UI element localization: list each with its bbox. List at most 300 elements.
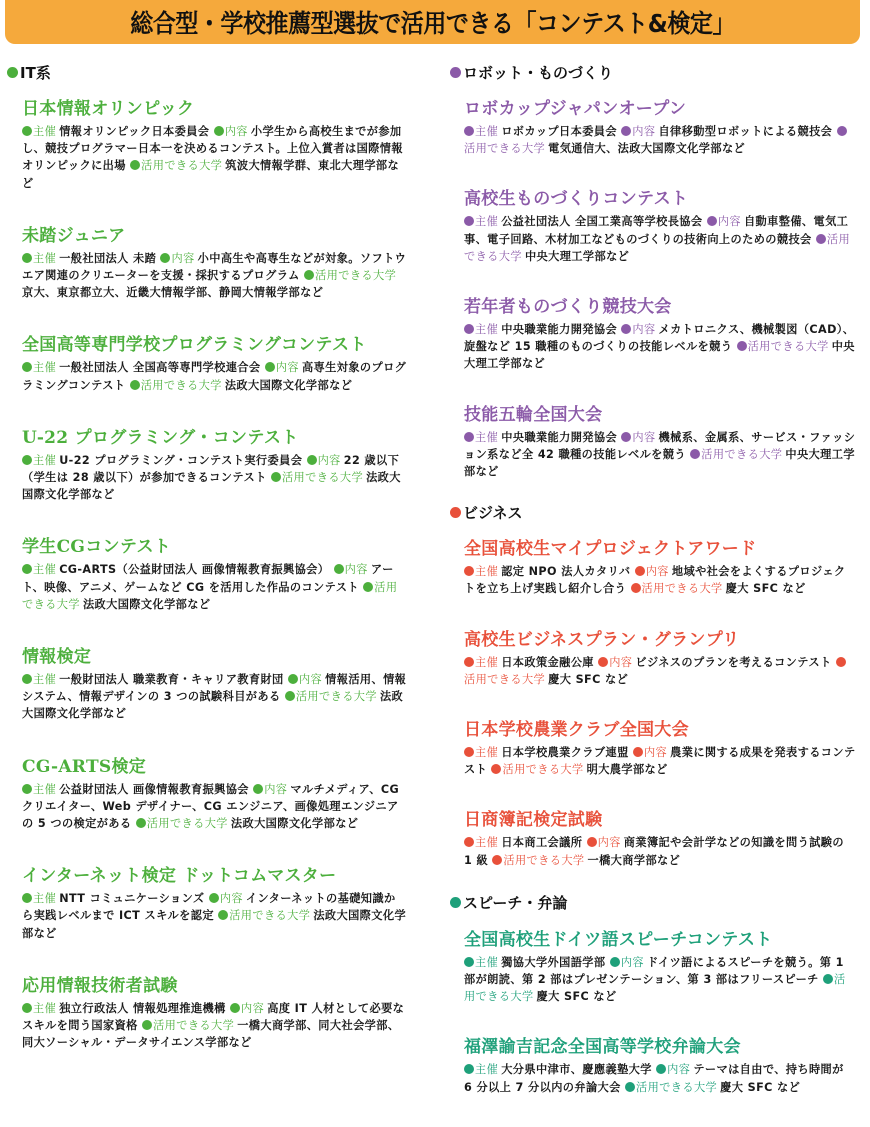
contest-description	[22, 452, 407, 504]
contest-title: 技能五輪全国大会	[464, 404, 603, 425]
universities-value: 明大農学部など	[586, 763, 668, 777]
bullet-dot-icon	[288, 674, 298, 684]
content-tag-label: 内容	[171, 251, 195, 265]
contest-description	[22, 1000, 407, 1052]
organizer-value: 認定 NPO 法人カタリバ	[501, 565, 635, 579]
universities-tag-label: 活用できる大学	[153, 1019, 235, 1033]
organizer-value: 日本政策金融公庫	[501, 655, 599, 669]
content-value: 高度 IT 人材として必要なスキルを問う国家資格	[22, 1001, 405, 1033]
content-tag-label: 内容	[344, 563, 368, 577]
universities-value: 電気通信大、法政大国際文化学部など	[548, 142, 746, 156]
bullet-dot-icon	[218, 910, 228, 920]
universities-tag	[625, 1081, 717, 1094]
universities-tag-label: 活用できる大学	[701, 447, 783, 461]
content-tag	[635, 565, 669, 578]
content-tag-label: 内容	[667, 1063, 691, 1077]
universities-tag	[285, 690, 377, 703]
universities-value: 法政大国際文化学部など	[22, 690, 404, 721]
bullet-dot-icon	[633, 747, 643, 757]
contest-description	[22, 123, 407, 192]
organizer-tag	[22, 673, 56, 686]
bullet-dot-icon	[22, 893, 32, 903]
organizer-tag-label: 主催	[33, 782, 57, 796]
organizer-tag-label: 主催	[475, 430, 499, 444]
contest-description	[464, 744, 856, 778]
contest-item	[7, 646, 427, 723]
contest-item	[450, 929, 860, 1006]
universities-tag-label: 活用できる大学	[464, 672, 546, 686]
bullet-dot-icon	[621, 432, 631, 442]
section-heading	[450, 891, 860, 915]
universities-tag-label: 活用できる大学	[464, 232, 851, 263]
contest-description	[22, 890, 407, 942]
organizer-value: 一般社団法人 全国高等専門学校連合会	[59, 361, 265, 375]
contest-item	[7, 225, 427, 302]
contest-title: CG-ARTS検定	[22, 756, 147, 777]
organizer-tag	[22, 252, 56, 265]
contest-item	[7, 975, 427, 1052]
contest-description	[22, 781, 407, 833]
organizer-tag-label: 主催	[475, 655, 499, 669]
contest-title: 日本学校農業クラブ全国大会	[464, 720, 689, 741]
bullet-dot-icon	[22, 1003, 32, 1013]
section-heading	[450, 60, 860, 84]
contest-description	[464, 1061, 856, 1095]
section-heading-label: ビジネス	[463, 503, 523, 522]
universities-value: 法政大国際文化学部など	[22, 909, 407, 940]
left-column	[7, 60, 427, 1084]
organizer-tag-label: 主催	[475, 1063, 499, 1077]
organizer-value: 中央職業能力開発協会	[501, 323, 622, 337]
content-tag	[230, 1002, 264, 1015]
organizer-tag	[22, 1002, 56, 1015]
bullet-dot-icon	[22, 126, 32, 136]
section-robot	[450, 60, 860, 480]
bullet-dot-icon	[464, 957, 474, 967]
organizer-tag-label: 主催	[33, 1001, 57, 1015]
organizer-value: 公益社団法人 全国工業高等学校長協会	[501, 215, 707, 229]
universities-value: 慶大 SFC など	[548, 672, 629, 686]
section-heading-label: IT系	[20, 63, 51, 82]
bullet-dot-icon	[363, 582, 373, 592]
organizer-tag-label: 主催	[33, 125, 57, 138]
content-tag	[265, 361, 299, 374]
organizer-tag	[464, 656, 498, 669]
content-value: 小学生から高校生までが参加し、競技プログラマー日本一を決めるコンテスト。上位入賞者は国際情報オリンピックに出場	[22, 125, 403, 173]
organizer-tag-label: 主催	[33, 673, 57, 687]
content-tag-label: 内容	[275, 361, 299, 375]
contest-title: 学生CGコンテスト	[22, 537, 172, 558]
universities-tag	[130, 159, 222, 172]
content-tag-label: 内容	[241, 1001, 265, 1015]
contest-description	[464, 563, 856, 597]
contest-title: 若年者ものづくり競技大会	[464, 297, 672, 318]
content-value: アート、映像、アニメ、ゲームなど CG を活用した作品のコンテスト	[22, 563, 394, 594]
contest-title: 高校生ものづくりコンテスト	[464, 189, 689, 210]
bullet-dot-icon	[464, 837, 474, 847]
content-tag-label: 内容	[219, 892, 243, 906]
section-heading-label: スピーチ・弁論	[463, 894, 568, 913]
organizer-tag-label: 主催	[475, 323, 499, 337]
organizer-value: 一般社団法人 未踏	[59, 251, 161, 265]
universities-tag-label: 活用できる大学	[229, 909, 311, 923]
contest-item	[450, 538, 860, 597]
universities-value: 法政大国際文化学部など	[224, 378, 353, 392]
bullet-dot-icon	[450, 507, 461, 518]
organizer-tag	[22, 563, 56, 576]
universities-tag-label: 活用できる大学	[146, 817, 228, 831]
content-tag-label: 内容	[298, 673, 323, 687]
contest-description	[464, 834, 856, 868]
organizer-tag-label: 主催	[33, 361, 57, 375]
content-tag	[621, 125, 655, 138]
contest-description	[22, 250, 407, 302]
universities-value: 中央大理工学部など	[464, 340, 855, 371]
organizer-tag	[464, 956, 498, 969]
bullet-dot-icon	[621, 126, 631, 136]
universities-tag	[271, 471, 363, 484]
contest-item	[450, 98, 860, 157]
contest-item	[7, 427, 427, 504]
universities-value: 筑波大情報学群、東北大理学部など	[22, 159, 400, 190]
bullet-dot-icon	[491, 764, 501, 774]
content-tag	[621, 431, 655, 444]
contest-description	[22, 359, 407, 393]
organizer-value: 独立行政法人 情報処理推進機構	[59, 1001, 231, 1015]
content-tag-label: 内容	[632, 430, 656, 444]
organizer-tag	[22, 892, 56, 905]
bullet-dot-icon	[22, 253, 32, 263]
bullet-dot-icon	[22, 455, 32, 465]
organizer-tag-label: 主催	[33, 892, 57, 906]
bullet-dot-icon	[707, 216, 717, 226]
right-column	[450, 60, 860, 1127]
content-tag	[288, 673, 322, 686]
bullet-dot-icon	[22, 674, 32, 684]
bullet-dot-icon	[690, 449, 700, 459]
organizer-value: NTT コミュニケーションズ	[59, 892, 209, 906]
organizer-tag-label: 主催	[475, 215, 499, 229]
universities-tag	[631, 582, 723, 595]
content-tag	[621, 323, 655, 336]
contest-description	[464, 321, 856, 373]
bullet-dot-icon	[837, 126, 847, 136]
organizer-tag	[22, 454, 56, 467]
content-tag	[160, 252, 194, 265]
organizer-value: 一般財団法人 職業教育・キャリア教育財団	[59, 673, 288, 687]
content-tag	[633, 746, 667, 759]
bullet-dot-icon	[253, 784, 263, 794]
bullet-dot-icon	[22, 784, 32, 794]
contest-description	[464, 123, 856, 157]
organizer-tag	[464, 125, 498, 138]
content-value: 地域や社会をよくするプロジェクトを立ち上げ実践し紹介し合う	[464, 565, 846, 596]
organizer-tag	[464, 836, 498, 849]
contest-description	[22, 671, 407, 723]
contest-title: 全国高校生ドイツ語スピーチコンテスト	[464, 929, 773, 950]
content-tag-label: 内容	[620, 955, 644, 969]
content-value: 小中高生や高専生などが対象。ソフトウエア関連のクリエーターを支援・採択するプログラム	[22, 251, 407, 283]
universities-tag-label: 活用できる大学	[747, 340, 829, 354]
contest-item	[450, 629, 860, 688]
bullet-dot-icon	[136, 818, 146, 828]
contest-item	[7, 98, 427, 192]
contest-title: 福澤諭吉記念全国高等学校弁論大会	[464, 1037, 741, 1058]
contest-item	[450, 404, 860, 481]
universities-tag-label: 活用できる大学	[141, 159, 223, 173]
content-value: マルチメディア、CG クリエイター、Web デザイナー、CG エンジニア、画像処理エンジニアの 5 つの検定がある	[22, 782, 400, 831]
organizer-tag-label: 主催	[475, 125, 499, 138]
bullet-dot-icon	[464, 216, 474, 226]
section-business	[450, 500, 860, 869]
content-tag-label: 内容	[645, 565, 669, 579]
content-tag-label: 内容	[224, 125, 248, 138]
section-speech	[450, 891, 860, 1096]
content-value: 22 歳以下（学生は 28 歳以下）が参加できるコンテスト	[22, 453, 400, 485]
contest-item	[450, 296, 860, 373]
contest-item	[7, 536, 427, 613]
contest-item	[450, 719, 860, 778]
section-heading	[450, 500, 860, 524]
organizer-tag-label: 主催	[475, 955, 499, 969]
page-banner	[5, 0, 860, 44]
organizer-tag-label: 主催	[475, 746, 499, 760]
universities-tag	[130, 379, 222, 392]
contest-item	[7, 756, 427, 833]
contest-item	[450, 809, 860, 868]
organizer-value: ロボカップ日本委員会	[501, 125, 622, 138]
content-tag	[334, 563, 368, 576]
bullet-dot-icon	[823, 974, 833, 984]
bullet-dot-icon	[737, 341, 747, 351]
organizer-tag-label: 主催	[33, 453, 57, 467]
bullet-dot-icon	[836, 657, 846, 667]
content-tag-label: 内容	[597, 836, 621, 850]
content-tag-label: 内容	[264, 782, 288, 796]
content-value: メカトロニクス、機械製図（CAD）、旋盤など 15 職種のものづくりの技能レベルを競う	[464, 323, 855, 354]
organizer-tag-label: 主催	[33, 251, 57, 265]
bullet-dot-icon	[22, 362, 32, 372]
bullet-dot-icon	[464, 432, 474, 442]
content-tag-label: 内容	[632, 323, 656, 337]
contest-item	[7, 334, 427, 393]
content-tag	[598, 656, 632, 669]
content-value: 高専生対象のプログラミングコンテスト	[22, 361, 407, 392]
bullet-dot-icon	[464, 747, 474, 757]
bullet-dot-icon	[142, 1020, 152, 1030]
organizer-tag-label: 主催	[33, 563, 57, 577]
universities-value: 慶大 SFC など	[725, 582, 806, 596]
universities-tag	[142, 1019, 234, 1032]
universities-value: 中央大理工学部など	[524, 249, 630, 263]
content-tag-label: 内容	[643, 746, 668, 760]
universities-tag-label: 活用できる大学	[22, 580, 398, 611]
bullet-dot-icon	[7, 67, 18, 78]
bullet-dot-icon	[22, 564, 32, 574]
contest-title: 応用情報技術者試験	[22, 975, 178, 996]
universities-value: 法政大国際文化学部など	[22, 471, 401, 502]
item-list	[450, 538, 860, 869]
bullet-dot-icon	[656, 1064, 666, 1074]
item-list	[450, 98, 860, 480]
bullet-dot-icon	[209, 893, 219, 903]
contest-description	[464, 654, 856, 688]
contest-item	[450, 1036, 860, 1095]
organizer-tag	[22, 125, 56, 138]
universities-tag-label: 活用できる大学	[464, 142, 546, 156]
content-tag-label: 内容	[632, 125, 656, 138]
organizer-tag	[464, 746, 498, 759]
contest-title: 高校生ビジネスプラン・グランプリ	[464, 629, 740, 650]
section-heading	[7, 60, 427, 84]
bullet-dot-icon	[464, 1064, 474, 1074]
universities-tag-label: 活用できる大学	[503, 853, 585, 867]
bullet-dot-icon	[631, 583, 641, 593]
section-heading-label: ロボット・ものづくり	[463, 63, 614, 82]
bullet-dot-icon	[621, 324, 631, 334]
organizer-tag	[464, 565, 498, 578]
bullet-dot-icon	[450, 897, 461, 908]
organizer-value: U-22 プログラミング・コンテスト実行委員会	[59, 453, 307, 467]
content-tag	[656, 1063, 690, 1076]
section-it	[7, 60, 427, 1051]
universities-value: 慶大 SFC など	[720, 1080, 801, 1094]
content-value: テーマは自由で、持ち時間が 6 分以上 7 分以内の弁論大会	[464, 1063, 844, 1094]
item-list	[7, 98, 427, 1051]
content-tag	[209, 892, 243, 905]
contest-title: 情報検定	[22, 647, 92, 668]
content-value: 自動車整備、電気工事、電子回路、木材加工などものづくりの技術向上のための競技会	[464, 215, 849, 246]
universities-tag-label: 活用できる大学	[315, 269, 397, 283]
universities-tag	[690, 448, 782, 461]
organizer-tag	[464, 323, 498, 336]
bullet-dot-icon	[610, 957, 620, 967]
content-value: インターネットの基礎知識から実践レベルまで ICT スキルを認定	[22, 892, 396, 923]
page-title: 総合型・学校推薦型選抜で活用できる「コンテスト&検定」	[130, 9, 735, 38]
contest-title: U-22 プログラミング・コンテスト	[22, 427, 299, 448]
bullet-dot-icon	[334, 564, 344, 574]
contest-title: インターネット検定 ドットコムマスター	[22, 866, 337, 887]
universities-tag-label: 活用できる大学	[281, 471, 364, 485]
universities-tag-label: 活用できる大学	[140, 378, 222, 392]
content-value: ビジネスのプランを考えるコンテスト	[635, 655, 836, 669]
organizer-tag	[22, 361, 56, 374]
content-tag	[253, 783, 287, 796]
universities-value: 法政大国際文化学部など	[230, 817, 359, 831]
content-value: 商業簿記や会計学などの知識を問う試験の 1 級	[464, 836, 844, 867]
content-value: 自律移動型ロボットによる競技会	[658, 125, 837, 138]
universities-tag-label: 活用できる大学	[295, 690, 377, 704]
organizer-tag	[464, 431, 498, 444]
bullet-dot-icon	[598, 657, 608, 667]
contest-item	[450, 188, 860, 265]
bullet-dot-icon	[304, 270, 314, 280]
contest-title: 日本情報オリンピック	[22, 99, 195, 119]
organizer-value: CG-ARTS（公益財団法人 画像情報教育振興協会）	[59, 563, 334, 577]
bullet-dot-icon	[230, 1003, 240, 1013]
bullet-dot-icon	[130, 160, 140, 170]
organizer-tag	[22, 783, 56, 796]
universities-value: 一橋大商学部、同大社会学部、同大ソーシャル・データサイエンス学部など	[22, 1019, 400, 1050]
bullet-dot-icon	[130, 380, 140, 390]
contest-description	[22, 561, 407, 613]
organizer-value: 情報オリンピック日本委員会	[59, 125, 214, 138]
bullet-dot-icon	[635, 566, 645, 576]
universities-tag-label: 活用できる大学	[464, 973, 846, 1004]
content-tag	[610, 956, 644, 969]
bullet-dot-icon	[464, 657, 474, 667]
bullet-dot-icon	[816, 234, 826, 244]
item-list	[450, 929, 860, 1096]
content-tag	[707, 215, 741, 228]
organizer-value: 中央職業能力開発協会	[501, 430, 622, 444]
universities-tag-label: 活用できる大学	[641, 582, 723, 596]
bullet-dot-icon	[492, 855, 502, 865]
contest-description	[464, 429, 856, 481]
bullet-dot-icon	[464, 126, 474, 136]
universities-tag-label: 活用できる大学	[502, 763, 584, 777]
universities-value: 京大、東京都立大、近畿大情報学部、静岡大情報学部など	[22, 286, 324, 300]
organizer-tag	[464, 1063, 498, 1076]
organizer-tag-label: 主催	[475, 836, 499, 850]
organizer-tag	[464, 215, 498, 228]
content-value: 情報活用、情報システム、情報デザインの 3 つの試験科目がある	[22, 673, 407, 704]
universities-tag	[304, 269, 396, 282]
content-value: 機械系、金属系、サービス・ファッション系など全 42 職種の技能レベルを競う	[464, 430, 856, 461]
universities-tag	[737, 340, 829, 353]
universities-value: 慶大 SFC など	[536, 990, 617, 1004]
content-tag-label: 内容	[609, 655, 633, 669]
contest-item	[7, 865, 427, 942]
bullet-dot-icon	[285, 691, 295, 701]
content-tag	[214, 125, 248, 138]
universities-tag	[491, 763, 583, 776]
bullet-dot-icon	[450, 67, 461, 78]
bullet-dot-icon	[271, 472, 281, 482]
content-tag-label: 内容	[717, 215, 741, 229]
contest-title: 全国高校生マイプロジェクトアワード	[464, 539, 757, 560]
organizer-value: 日本学校農業クラブ連盟	[501, 746, 633, 760]
universities-value: 中央大理工学部など	[464, 447, 855, 479]
contest-description	[464, 213, 856, 265]
organizer-value: 日本商工会議所	[501, 836, 587, 850]
content-tag	[307, 454, 341, 467]
organizer-value: 獨協大学外国語学部	[501, 955, 610, 969]
universities-tag	[492, 854, 584, 867]
organizer-value: 大分県中津市、慶應義塾大学	[501, 1063, 657, 1077]
organizer-tag-label: 主催	[475, 565, 499, 579]
bullet-dot-icon	[307, 455, 317, 465]
contest-title: 未踏ジュニア	[22, 225, 126, 246]
bullet-dot-icon	[265, 362, 275, 372]
contest-title: 日商簿記検定試験	[464, 810, 603, 831]
contest-title: 全国高等専門学校プログラミングコンテスト	[22, 335, 367, 356]
bullet-dot-icon	[214, 126, 224, 136]
content-tag	[587, 836, 621, 849]
bullet-dot-icon	[587, 837, 597, 847]
bullet-dot-icon	[625, 1082, 635, 1092]
bullet-dot-icon	[464, 324, 474, 334]
universities-value: 一橋大商学部など	[587, 853, 681, 867]
bullet-dot-icon	[464, 566, 474, 576]
universities-value: 法政大国際文化学部など	[82, 597, 211, 611]
contest-description	[464, 954, 856, 1006]
organizer-value: 公益財団法人 画像情報教育振興協会	[59, 782, 254, 796]
universities-tag-label: 活用できる大学	[636, 1080, 718, 1094]
universities-tag	[136, 817, 228, 830]
content-value: 農業に関する成果を発表するコンテスト	[464, 746, 856, 777]
contest-title: ロボカップジャパンオープン	[464, 99, 687, 119]
